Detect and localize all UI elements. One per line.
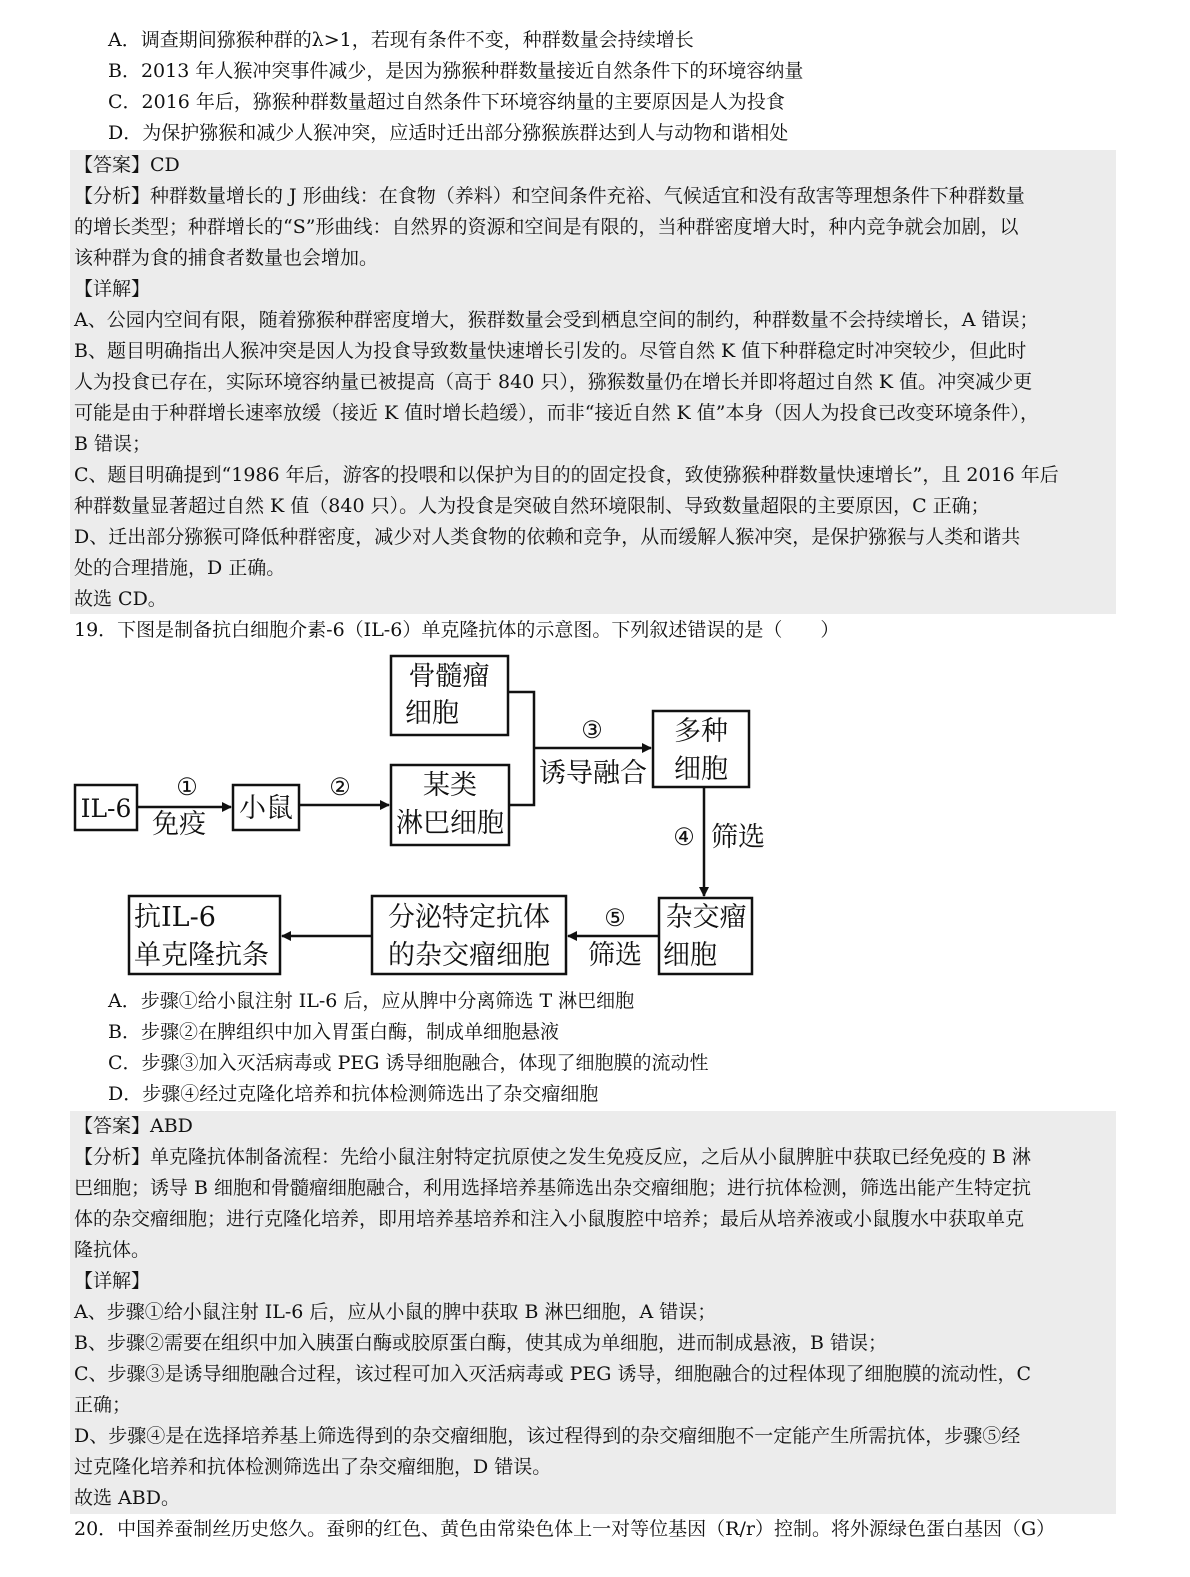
- myeloma-label: 细胞: [405, 698, 459, 729]
- step4-label: 筛选: [711, 822, 765, 853]
- hybridoma-label: 杂交瘤: [665, 902, 747, 933]
- q19-analysis-line: 隆抗体。: [74, 1239, 151, 1261]
- hybridoma-label: 细胞: [663, 940, 717, 971]
- q19-detail-line: 正确；: [74, 1394, 132, 1416]
- q19-detail-heading: 【详解】: [74, 1270, 151, 1292]
- step1-marker: ①: [176, 773, 198, 801]
- step2-marker: ②: [329, 773, 351, 801]
- step5-marker: ⑤: [604, 904, 626, 932]
- q18-option-b: B．2013 年人猴冲突事件减少，是因为猕猴种群数量接近自然条件下的环境容纳量: [108, 60, 804, 82]
- q19-option-c: C．步骤③加入灭活病毒或 PEG 诱导细胞融合，体现了细胞膜的流动性: [108, 1052, 709, 1074]
- myeloma-label: 骨髓瘤: [408, 661, 490, 692]
- q19-detail-line: A、步骤①给小鼠注射 IL-6 后，应从小鼠的脾中获取 B 淋巴细胞，A 错误；: [74, 1301, 717, 1323]
- multi-cell-label: 多种: [674, 716, 728, 747]
- fusion-connector: [508, 692, 534, 805]
- step3-label: 诱导融合: [539, 758, 647, 789]
- q19-option-d: D．步骤④经过克隆化培养和抗体检测筛选出了杂交瘤细胞: [108, 1083, 599, 1105]
- step5-label: 筛选: [588, 940, 642, 971]
- secrete-label: 分泌特定抗体: [388, 902, 550, 933]
- q18-detail-line: 可能是由于种群增长速率放缓（接近 K 值时增长趋缓），而非“接近自然 K 值”本身（因人为投食已改变环境条件），: [74, 402, 1039, 424]
- step1-label: 免疫: [152, 809, 206, 840]
- q18-conclusion: 故选 CD。: [74, 588, 167, 610]
- q19-analysis-line: 【分析】单克隆抗体制备流程：先给小鼠注射特定抗原使之发生免疫反应，之后从小鼠脾脏中获取已经免疫的 B 淋: [74, 1146, 1032, 1168]
- q18-detail-line: B、题目明确指出人猴冲突是因人为投食导致数量快速增长引发的。尽管自然 K 值下种群稳定时冲突较少，但此时: [74, 340, 1027, 362]
- q18-detail-line: D、迁出部分猕猴可降低种群密度，减少对人类食物的依赖和竞争，从而缓解人猴冲突，是保护猕猴与人类和谐共: [74, 526, 1021, 548]
- q18-detail-line: 人为投食已存在，实际环境容纳量已被提高（高于 840 只），猕猴数量仍在增长并即将超过自然 K 值。冲突减少更: [74, 371, 1033, 393]
- q18-detail-line: B 错误；: [74, 433, 152, 455]
- q19-analysis-line: 体的杂交瘤细胞；进行克隆化培养，即用培养基培养和注入小鼠腹腔中培养；最后从培养液或小鼠腹水中获取单克: [74, 1208, 1025, 1230]
- antibody-label: 单克隆抗条: [134, 940, 269, 971]
- q18-detail-line: A、公园内空间有限，随着猕猴种群密度增大，猴群数量会受到栖息空间的制约，种群数量不会持续增长，A 错误；: [74, 309, 1039, 331]
- q19-conclusion: 故选 ABD。: [74, 1487, 180, 1509]
- q19-flow-diagram: [60, 648, 800, 978]
- q18-answer: 【答案】CD: [74, 154, 180, 176]
- q19-analysis-line: 巴细胞；诱导 B 细胞和骨髓瘤细胞融合，利用选择培养基筛选出杂交瘤细胞；进行抗体检测，筛选出能产生特定抗: [74, 1177, 1032, 1199]
- q20-stem: 20．中国养蚕制丝历史悠久。蚕卵的红色、黄色由常染色体上一对等位基因（R/r）控制。将外源绿色蛋白基因（G）: [74, 1518, 1056, 1540]
- secrete-label: 的杂交瘤细胞: [388, 940, 550, 971]
- q19-option-a: A．步骤①给小鼠注射 IL-6 后，应从脾中分离筛选 T 淋巴细胞: [108, 990, 635, 1012]
- q19-answer: 【答案】ABD: [74, 1115, 193, 1137]
- q18-analysis-line: 该种群为食的捕食者数量也会增加。: [74, 247, 379, 269]
- antibody-label: 抗IL-6: [134, 902, 216, 933]
- lymph-label: 某类: [423, 770, 477, 801]
- step3-marker: ③: [581, 716, 603, 744]
- q18-option-d: D．为保护猕猴和减少人猴冲突，应适时迁出部分猕猴族群达到人与动物和谐相处: [108, 122, 789, 144]
- q18-detail-line: 种群数量显著超过自然 K 值（840 只）。人为投食是突破自然环境限制、导致数量超限的主要原因，C 正确；: [74, 495, 990, 517]
- q18-detail-line: 处的合理措施，D 正确。: [74, 557, 286, 579]
- step4-marker: ④: [673, 823, 695, 851]
- q18-detail-line: C、题目明确提到“1986 年后，游客的投喂和以保护为目的的固定投食，致使猕猴种群数量快速增长”，且 2016 年后: [74, 464, 1059, 486]
- il6-label: IL-6: [80, 794, 132, 823]
- lymph-label: 淋巴细胞: [396, 808, 504, 839]
- q19-detail-line: B、步骤②需要在组织中加入胰蛋白酶或胶原蛋白酶，使其成为单细胞，进而制成悬液，B 错误；: [74, 1332, 887, 1354]
- q18-option-c: C．2016 年后，猕猴种群数量超过自然条件下环境容纳量的主要原因是人为投食: [108, 91, 785, 113]
- q18-option-a: A．调查期间猕猴种群的λ>1，若现有条件不变，种群数量会持续增长: [108, 29, 694, 51]
- q19-detail-line: 过克隆化培养和抗体检测筛选出了杂交瘤细胞，D 错误。: [74, 1456, 552, 1478]
- q18-detail-heading: 【详解】: [74, 278, 151, 300]
- q19-detail-line: D、步骤④是在选择培养基上筛选得到的杂交瘤细胞，该过程得到的杂交瘤细胞不一定能产生所需抗体，步骤⑤经: [74, 1425, 1021, 1447]
- mouse-label: 小鼠: [239, 793, 293, 824]
- q18-analysis-line: 【分析】种群数量增长的 J 形曲线：在食物（养料）和空间条件充裕、气候适宜和没有敌害等理想条件下种群数量: [74, 185, 1025, 207]
- multi-cell-label: 细胞: [674, 754, 728, 785]
- q19-stem: 19．下图是制备抗白细胞介素-6（IL-6）单克隆抗体的示意图。下列叙述错误的是（ ）: [74, 619, 840, 641]
- q19-detail-line: C、步骤③是诱导细胞融合过程，该过程可加入灭活病毒或 PEG 诱导，细胞融合的过程体现了细胞膜的流动性，C: [74, 1363, 1031, 1385]
- q18-analysis-line: 的增长类型；种群增长的“S”形曲线：自然界的资源和空间是有限的，当种群密度增大时，种内竞争就会加剧，以: [74, 216, 1019, 238]
- q19-option-b: B．步骤②在脾组织中加入胃蛋白酶，制成单细胞悬液: [108, 1021, 559, 1043]
